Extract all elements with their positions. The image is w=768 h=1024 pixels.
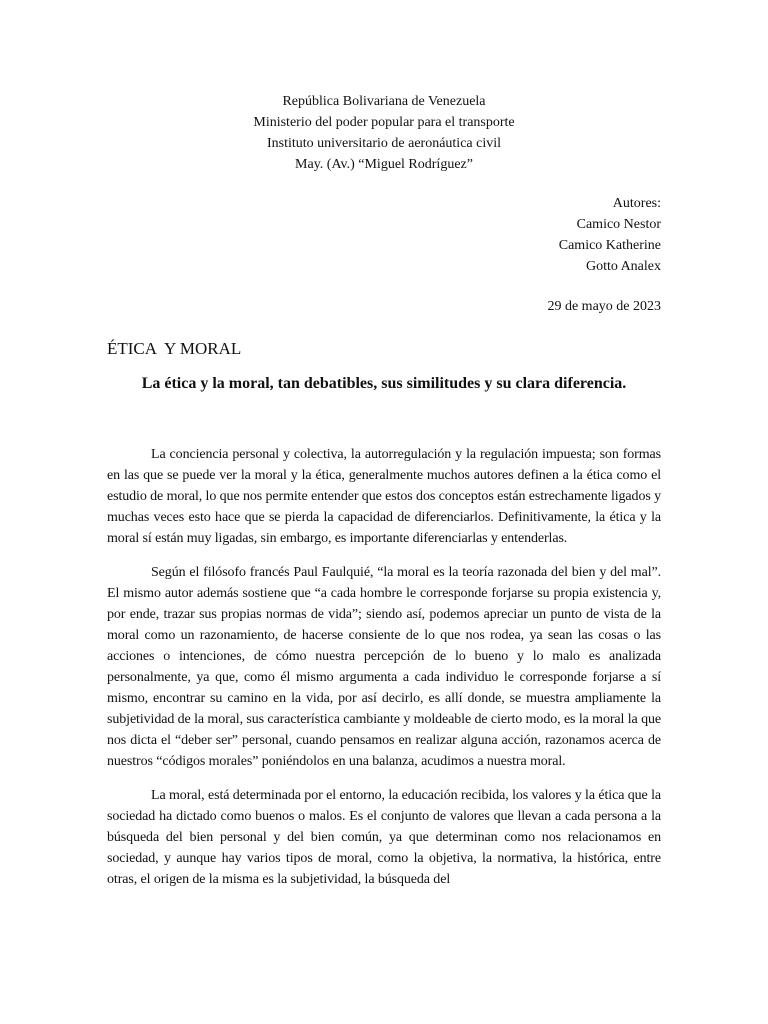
author-name: Gotto Analex [585,259,661,274]
institution-header [0,91,768,175]
author-name: Camico Nestor [576,217,661,232]
body-paragraph: La moral, está determinada por el entorno, la educación recibida, los valores y la ética que la sociedad ha dictado como buenos o malos. Es el conjunto de valores que llevan a cada persona a la búsqueda del bien personal y del bien común, ya que determinan como nos relacionamos en sociedad, y aunque hay varios tipos de moral, como la objetiva, la normativa, la histórica, entre otras, el origen de la misma es la subjetividad, la búsqueda del [107,788,661,887]
header-campus: May. (Av.) “Miguel Rodríguez” [295,157,473,172]
body-paragraph: Según el filósofo francés Paul Faulquié, “la moral es la teoría razonada del bien y del mal”. El mismo autor además sostiene que “a cada hombre le corresponde forjarse su propia existencia y, por ende, trazar sus propias normas de vida”; siendo así, podemos apreciar un punto de vista de la moral como un razonamiento, de hacerse consiente de lo que nos rodea, ya sean las cosas o las acciones o intenciones, de cómo nuestra percepción de lo bueno y lo malo es analizada personalmente, ya que, como él mismo argumenta a cada individuo le corresponde forjarse a sí mismo, encontrar su camino en la vida, por así decirlo, es allí donde, se muestra ampliamente la subjetividad de la moral, sus característica cambiante y moldeable de cierto modo, es la moral la que nos dicta el “deber ser” personal, cuando pensamos en realizar alguna acción, razonamos acerca de nuestros “códigos morales” poniéndolos en una balanza, acudimos a nuestra moral. [107,565,661,769]
header-country: República Bolivariana de Venezuela [282,94,486,109]
header-ministry: Ministerio del poder popular para el transporte [253,115,515,130]
author-name: Camico Katherine [558,238,661,253]
header-institute: Instituto universitario de aeronáutica civil [266,136,502,151]
body-paragraph: La conciencia personal y colectiva, la autorregulación y la regulación impuesta; son formas en las que se puede ver la moral y la ética, generalmente muchos autores definen a la ética como el estudio de moral, lo que nos permite entender que estos dos conceptos están estrechamente ligados y muchas veces esto hace que se pierda la capacidad de diferenciarlos. Definitivamente, la ética y la moral sí están muy ligadas, sin embargo, es importante diferenciarlas y entenderlas. [107,447,661,546]
authors-label: Autores: [612,196,661,211]
document-body [107,444,661,903]
document-subtitle: La ética y la moral, tan debatibles, sus similitudes y su clara diferencia. [141,375,627,392]
authors-block [559,193,661,277]
document-title: ÉTICA Y MORAL [107,339,242,358]
document-date: 29 de mayo de 2023 [547,299,661,314]
